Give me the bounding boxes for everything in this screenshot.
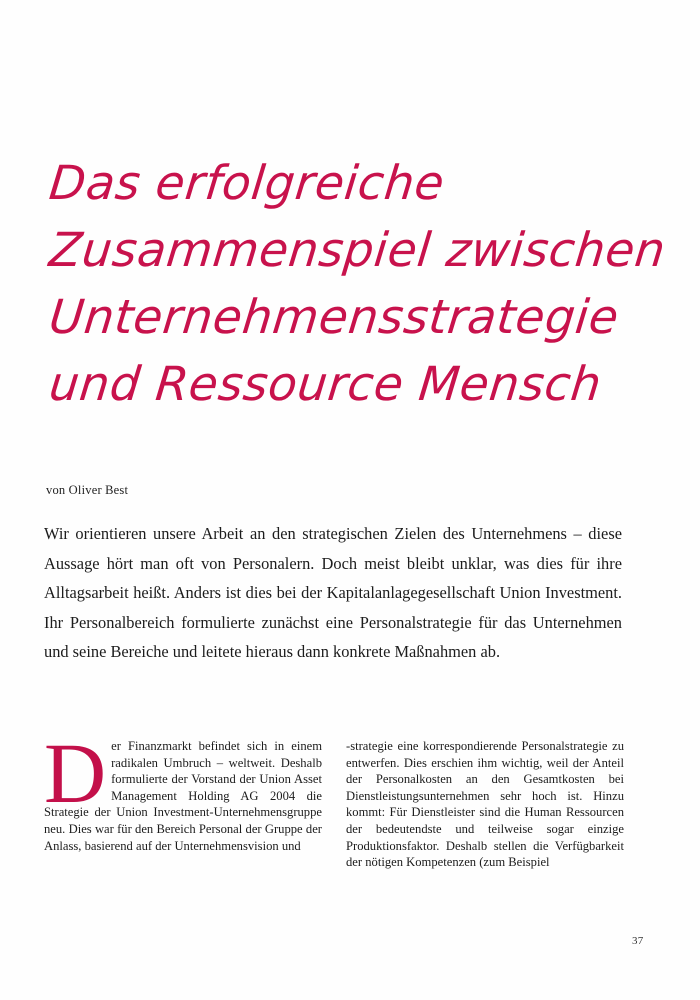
- title-line-1: Das erfolgreiche: [46, 156, 448, 211]
- author-byline: von Oliver Best: [46, 483, 129, 497]
- title-line-2: Zusammenspiel zwischen: [46, 223, 669, 278]
- title-line-3: Unternehmensstrategie: [46, 290, 622, 345]
- title-line-4: und Ressource Mensch: [46, 357, 605, 412]
- drop-cap: D: [44, 725, 107, 821]
- article-title: [46, 150, 669, 418]
- page-number: 37: [632, 935, 644, 947]
- body-column-left-text: er Finanzmarkt befindet sich in einem radikalen Umbruch – weltweit. Deshalb formulierte der Vorstand der Union Asset Management Holding AG 2004 die Strategie der Union Investment-Unternehmensgruppe neu. Dies war für den Bereich Personal der Gruppe der Anlass, basierend auf der Unternehmensvision und: [44, 739, 322, 853]
- body-column-right: -strategie eine korrespondierende Personalstrategie zu entwerfen. Dies erschien ihm wichtig, weil der Anteil der Personalkosten an den Gesamtkosten bei Dienstleistungsunternehmen sehr hoch ist. Hinzu kommt: Für Dienstleister sind die Human Ressourcen der bedeutendste und teilweise sogar einzige Produktionsfaktor. Deshalb stellen die Verfügbarkeit der nötigen Kompetenzen (zum Beispiel: [346, 739, 624, 870]
- body-column-left: [44, 725, 322, 898]
- lead-paragraph: Wir orientieren unsere Arbeit an den strategischen Zielen des Unternehmens – diese Aussage hört man oft von Personalern. Doch meist bleibt unklar, was dies für ihre Alltagsarbeit heißt. Anders ist dies bei der Kapitalanlagegesellschaft Union Investment. Ihr Personalbereich formulierte zunächst eine Personalstrategie für das Unternehmen und seine Bereiche und leitete hieraus dann konkrete Maßnahmen ab.: [44, 524, 622, 662]
- body-columns: [44, 725, 624, 898]
